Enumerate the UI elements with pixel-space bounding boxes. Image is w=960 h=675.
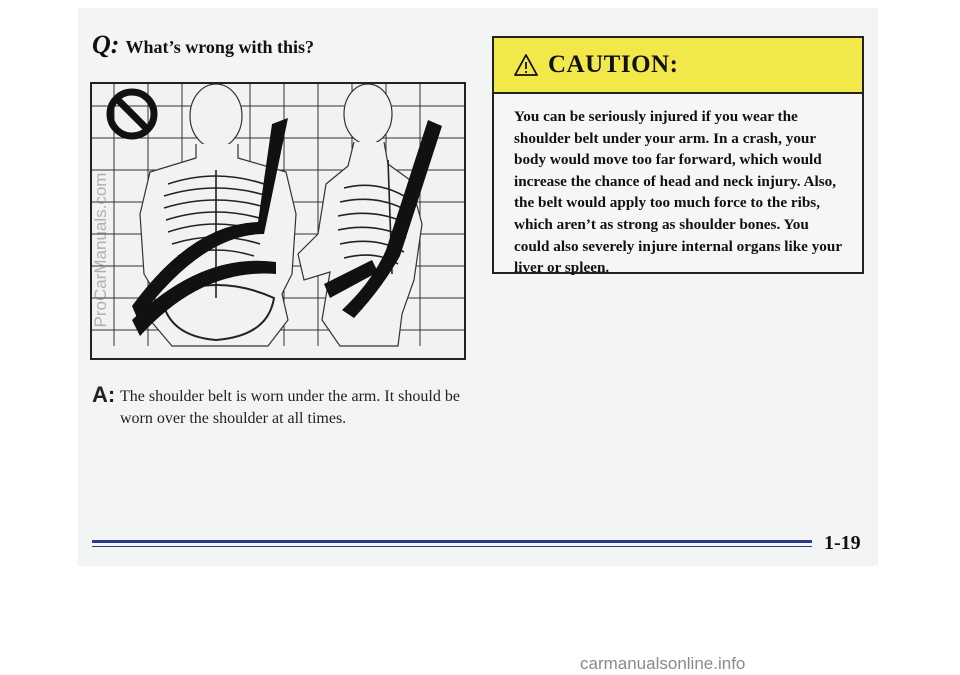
warning-triangle-icon [514,54,538,76]
question-mark: Q: [92,30,120,59]
caution-box [492,36,864,277]
answer-text: The shoulder belt is worn under the arm. It should be worn over the shoulder at all times. [120,388,460,427]
answer [92,382,472,430]
no-symbol-icon [110,92,154,136]
page-number: 1-19 [824,532,861,554]
question-text: What’s wrong with this? [125,37,314,57]
question [92,30,314,60]
caution-text: You can be seriously injured if you wear the shoulder belt under your arm. In a crash, your body would move too far forward, which would increase the chance of head and neck injury. Also, the belt would apply too much force to the ribs, which aren’t as strong as shoulder bones. You could also severely injure internal organs like your liver or spleen. [514,108,842,277]
seatbelt-illustration [90,82,466,360]
footer-rule [92,540,812,543]
caution-header [494,38,862,94]
caution-title: CAUTION: [548,51,679,78]
watermark: ProCarManuals.com [91,172,110,328]
site-watermark: carmanualsonline.info [580,654,746,673]
footer-rule-thin [92,546,812,547]
answer-mark: A: [92,382,116,407]
